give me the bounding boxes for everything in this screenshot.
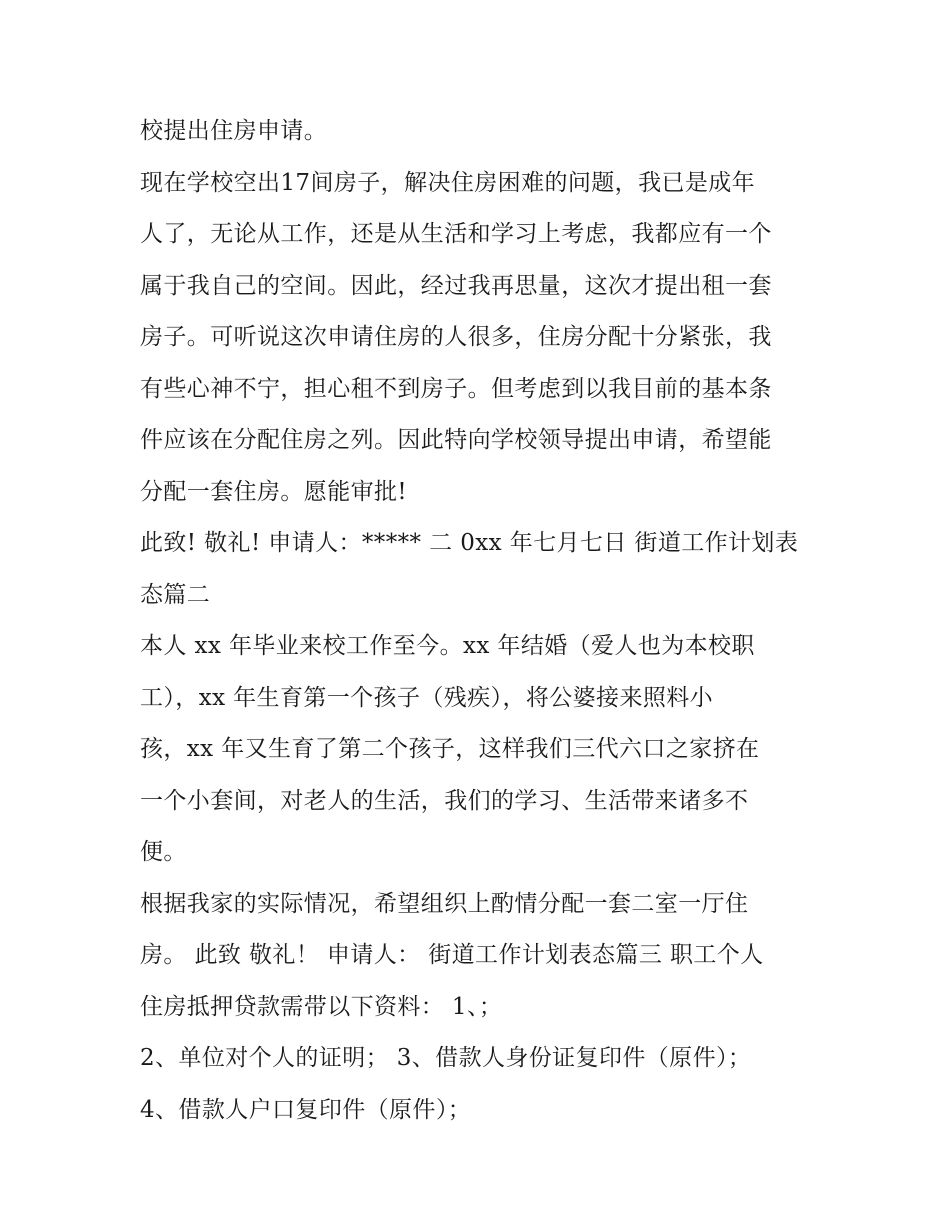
text-line: 属于我自己的空间。因此，经过我再思量，这次才提出租一套 xyxy=(140,272,772,299)
text-line: 房子。可听说这次申请住房的人很多，住房分配十分紧张，我 xyxy=(140,324,772,350)
text-line: 校提出住房申请。 xyxy=(140,118,328,144)
text-line: 本人 xx 年毕业来校工作至今。xx 年结婚（爱人也为本校职 xyxy=(140,633,755,659)
text-line: 房。 此致 敬礼！ 申请人： 街道工作计划表态篇三 职工个人 xyxy=(140,942,764,968)
text-line: 根据我家的实际情况，希望组织上酌情分配一套二室一厅住 xyxy=(140,890,749,917)
text-line: 工），xx 年生育第一个孩子（残疾），将公婆接来照料小 xyxy=(140,684,714,711)
document-body xyxy=(140,108,820,1138)
text-line: 分配一套住房。愿能审批! xyxy=(140,478,408,505)
text-line: 态篇二 xyxy=(140,581,211,608)
text-line: 现在学校空出17间房子，解决住房困难的问题，我已是成年 xyxy=(140,169,756,196)
text-line: 此致! 敬礼! 申请人：***** 二 0xx 年七月七日 街道工作计划表 xyxy=(140,530,799,556)
text-line: 孩，xx 年又生育了第二个孩子，这样我们三代六口之家挤在 xyxy=(140,736,760,762)
text-line: 2、单位对个人的证明； 3、借款人身份证复印件（原件）； xyxy=(140,1045,752,1071)
text-line: 4、借款人户口复印件（原件）； xyxy=(140,1096,472,1123)
text-line: 住房抵押贷款需带以下资料： 1、； xyxy=(140,993,503,1020)
text-line: 有些心神不宁，担心租不到房子。但考虑到以我目前的基本条 xyxy=(140,375,772,402)
text-line: 人了，无论从工作，还是从生活和学习上考虑，我都应有一个 xyxy=(140,221,772,247)
text-line: 一个小套间，对老人的生活，我们的学习、生活带来诸多不 xyxy=(140,787,749,814)
text-line: 便。 xyxy=(140,839,187,865)
text-line: 件应该在分配住房之列。因此特向学校领导提出申请，希望能 xyxy=(140,427,772,453)
